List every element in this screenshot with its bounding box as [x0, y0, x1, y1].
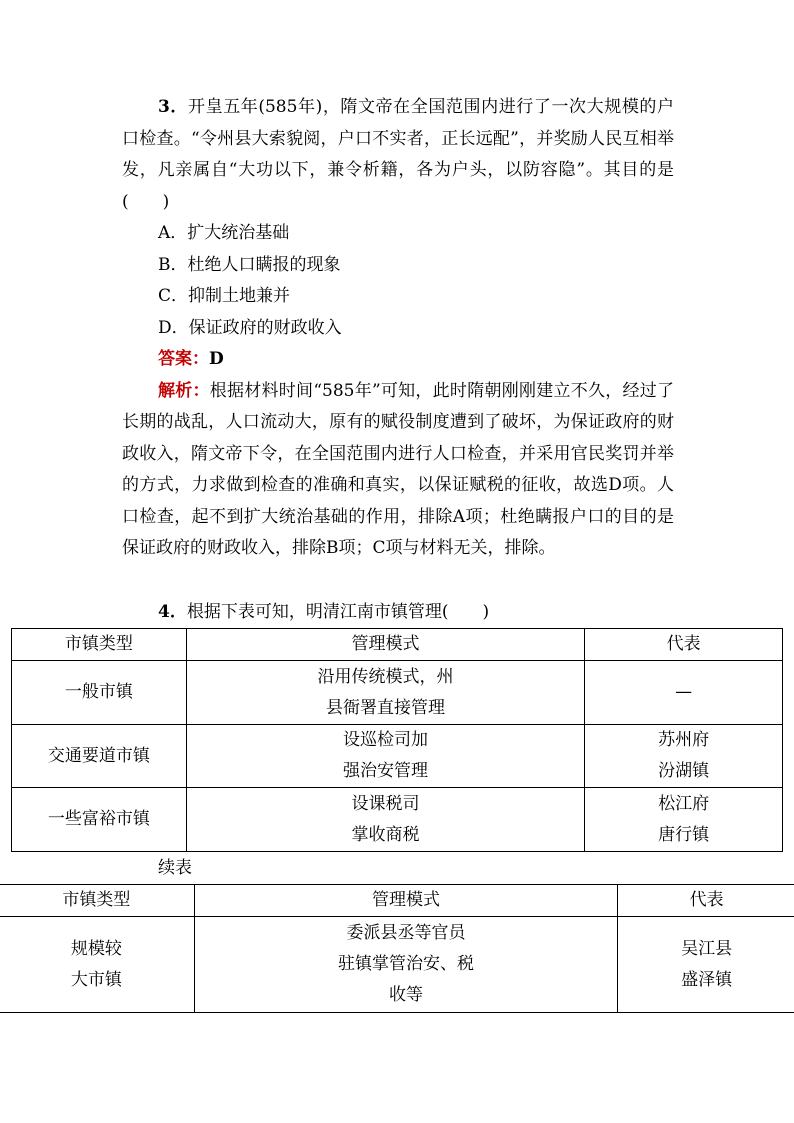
continued-table-label: 续表: [158, 858, 192, 878]
question-4-stem: [158, 600, 489, 624]
cell-town-type: 一些富裕市镇: [12, 788, 187, 852]
header-representative: 代表: [585, 629, 783, 661]
management-table: [11, 628, 783, 852]
cell-town-type: 交通要道市镇: [12, 725, 187, 788]
table-row: [0, 917, 794, 1013]
representative-line-1: 吴江县: [681, 938, 733, 959]
cell-management-mode: [186, 788, 584, 852]
cell-management-mode: [186, 661, 584, 725]
option-d: D．保证政府的财政收入: [158, 317, 342, 338]
representative-line-2: 汾湖镇: [658, 761, 710, 781]
table-header-row: [12, 629, 783, 661]
mode-line-2: 掌收商税: [351, 824, 420, 845]
question-3-number: 3．: [158, 97, 189, 117]
cell-town-type: [0, 917, 194, 1013]
header-management-mode: 管理模式: [194, 885, 617, 917]
header-management-mode: 管理模式: [186, 629, 584, 661]
analysis-paragraph: [122, 376, 674, 565]
option-c: C．抑制土地兼并: [158, 286, 291, 306]
representative-line-2: 盛泽镇: [681, 969, 733, 990]
cell-town-type: 一般市镇: [12, 661, 187, 725]
cell-representative: [585, 661, 783, 725]
header-representative: 代表: [618, 885, 794, 917]
answer-value: D: [209, 349, 224, 369]
type-line-2: 大市镇: [70, 969, 122, 990]
mode-line-1: 沿用传统模式，州: [317, 666, 454, 687]
representative-dash: —: [675, 682, 693, 702]
analysis-label: 解析：: [158, 380, 210, 401]
analysis-text: 根据材料时间“585年”可知，此时隋朝刚刚建立不久，经过了长期的战乱，人口流动大，原有的赋役制度遭到了破坏，为保证政府的财政收入，隋文帝下令，在全国范围内进行人口检查，并采用官民奖罚并举的方式，力求做到检查的准确和真实，以保证赋税的征收，故选D项。人口检查，起不到扩大统治基础的作用，排除A项；杜绝瞒报户口的目的是保证政府的财政收入，排除B项；C项与材料无关，排除。: [122, 380, 674, 558]
mode-line-1: 设巡检司加: [343, 730, 428, 750]
type-line-1: 规模较: [70, 938, 122, 959]
representative-line-1: 松江府: [658, 793, 710, 814]
question-3: [122, 92, 674, 565]
answer-label: 答案：: [158, 349, 209, 369]
question-3-text: 开皇五年(585年)，隋文帝在全国范围内进行了一次大规模的户口检查。“令州县大索貌阅，户口不实者，正长远配”，并奖励人民互相举发，凡亲属自“大功以下，兼令析籍，各为户头，以防容隐”。其目的是( ): [122, 97, 674, 212]
table-header-row: [0, 885, 794, 917]
question-4-number: 4．: [158, 602, 187, 622]
cell-representative: [585, 788, 783, 852]
option-a: A．扩大统治基础: [158, 223, 290, 243]
mode-line-2: 驻镇掌管治安、税: [337, 954, 474, 974]
cell-representative: [585, 725, 783, 788]
cell-management-mode: [186, 725, 584, 788]
header-town-type: 市镇类型: [0, 885, 194, 917]
option-b: B．杜绝人口瞒报的现象: [158, 254, 341, 275]
representative-line-2: 唐行镇: [658, 824, 710, 845]
table-row: [12, 725, 783, 788]
cell-management-mode: [194, 917, 617, 1013]
table-row: [12, 661, 783, 725]
table-row: [12, 788, 783, 852]
answer-line: [122, 344, 674, 376]
header-town-type: 市镇类型: [12, 629, 187, 661]
mode-line-2: 县衙署直接管理: [326, 697, 445, 718]
question-4-text: 根据下表可知，明清江南市镇管理( ): [186, 602, 490, 622]
representative-line-1: 苏州府: [658, 730, 710, 750]
question-3-stem: [122, 92, 674, 218]
management-table-continued: [0, 884, 794, 1013]
mode-line-3: 收等: [388, 985, 423, 1005]
cell-representative: [618, 917, 794, 1013]
mode-line-1: 设课税司: [351, 793, 420, 814]
mode-line-1: 委派县丞等官员: [346, 923, 466, 943]
mode-line-2: 强治安管理: [343, 761, 428, 781]
